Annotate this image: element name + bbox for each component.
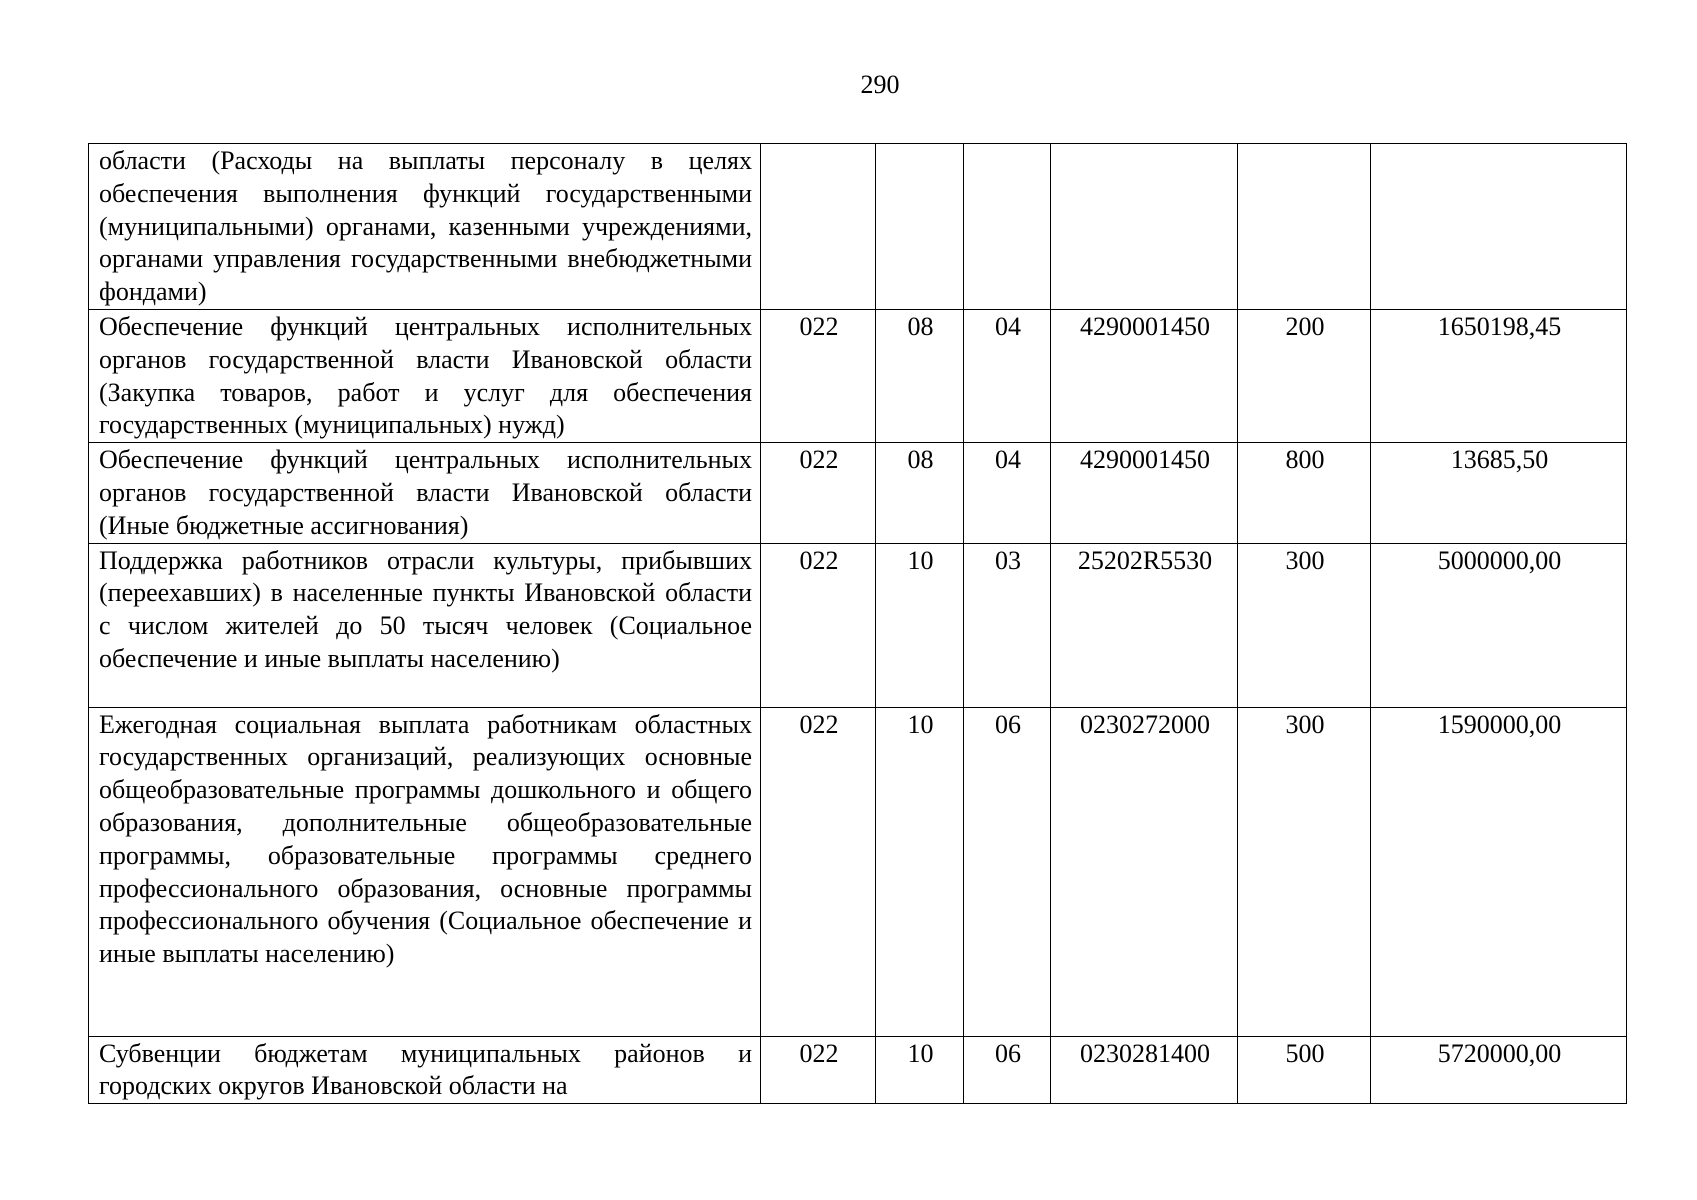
- subsection-code: [964, 144, 1051, 310]
- expense-type-code: [1238, 144, 1371, 310]
- amount-value: 5000000,00: [1371, 543, 1627, 707]
- target-item-code: 4290001450: [1051, 443, 1238, 543]
- section-code: [876, 144, 964, 310]
- expense-type-code: 300: [1238, 707, 1371, 1036]
- grbs-code: 022: [761, 309, 876, 442]
- subsection-code: 06: [964, 1036, 1051, 1104]
- row-description: Ежегодная социальная выплата работникам областных государственных организаций, реализующих основные общеобразовательные программы дошкольного и общего образования, дополнительные общеобразовательные программы, образовательные программы среднего профессионального образования, основные программы профессионального обучения (Социальное обеспечение и иные выплаты населению): [89, 707, 761, 1036]
- section-code: 08: [876, 309, 964, 442]
- amount-value: 1590000,00: [1371, 707, 1627, 1036]
- table-row: [89, 1036, 1627, 1104]
- expense-type-code: 800: [1238, 443, 1371, 543]
- amount-value: 1650198,45: [1371, 309, 1627, 442]
- row-description: Обеспечение функций центральных исполнительных органов государственной власти Ивановской области (Иные бюджетные ассигнования): [89, 443, 761, 543]
- target-item-code: [1051, 144, 1238, 310]
- expense-type-code: 200: [1238, 309, 1371, 442]
- grbs-code: 022: [761, 1036, 876, 1104]
- amount-value: 13685,50: [1371, 443, 1627, 543]
- grbs-code: 022: [761, 707, 876, 1036]
- table-row: [89, 543, 1627, 707]
- page-number: 290: [860, 70, 900, 99]
- table-row: [89, 443, 1627, 543]
- subsection-code: 06: [964, 707, 1051, 1036]
- amount-value: [1371, 144, 1627, 310]
- row-description: области (Расходы на выплаты персоналу в целях обеспечения выполнения функций государственными (муниципальными) органами, казенными учреждениями, органами управления государственными внебюджетными фондами): [89, 144, 761, 310]
- section-code: 08: [876, 443, 964, 543]
- target-item-code: 0230281400: [1051, 1036, 1238, 1104]
- row-description: Обеспечение функций центральных исполнительных органов государственной власти Ивановской области (Закупка товаров, работ и услуг для обеспечения государственных (муниципальных) нужд): [89, 309, 761, 442]
- target-item-code: 4290001450: [1051, 309, 1238, 442]
- amount-value: 5720000,00: [1371, 1036, 1627, 1104]
- target-item-code: 0230272000: [1051, 707, 1238, 1036]
- section-code: 10: [876, 543, 964, 707]
- grbs-code: [761, 144, 876, 310]
- grbs-code: 022: [761, 443, 876, 543]
- expense-type-code: 500: [1238, 1036, 1371, 1104]
- subsection-code: 04: [964, 309, 1051, 442]
- table-row: [89, 144, 1627, 310]
- section-code: 10: [876, 707, 964, 1036]
- row-description: Поддержка работников отрасли культуры, прибывших (переехавших) в населенные пункты Ивановской области с числом жителей до 50 тысяч человек (Социальное обеспечение и иные выплаты населению): [89, 543, 761, 707]
- section-code: 10: [876, 1036, 964, 1104]
- table-row: [89, 707, 1627, 1036]
- subsection-code: 03: [964, 543, 1051, 707]
- expense-type-code: 300: [1238, 543, 1371, 707]
- grbs-code: 022: [761, 543, 876, 707]
- budget-table: [88, 143, 1627, 1104]
- target-item-code: 25202R5530: [1051, 543, 1238, 707]
- subsection-code: 04: [964, 443, 1051, 543]
- table-row: [89, 309, 1627, 442]
- row-description: Субвенции бюджетам муниципальных районов и городских округов Ивановской области на: [89, 1036, 761, 1104]
